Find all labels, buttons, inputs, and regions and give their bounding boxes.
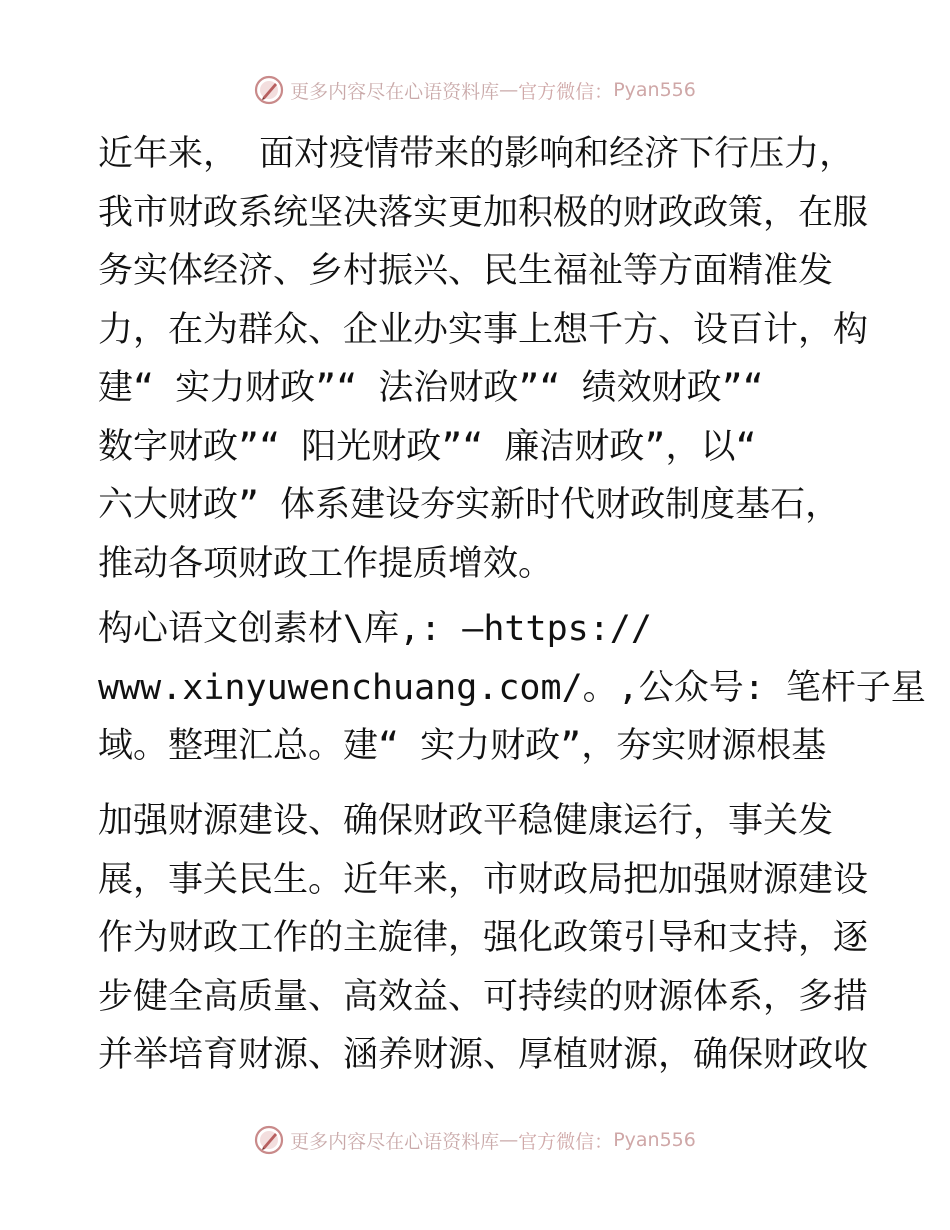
text-line: 展，事关民生。近年来，市财政局把加强财源建设: [98, 859, 869, 900]
paragraph-intro: [98, 125, 868, 593]
text-line: 六大财政” 体系建设夯实新时代财政制度基石，: [98, 485, 841, 525]
banner-wechat-id: Pyan556: [613, 1129, 696, 1151]
text-line: 务实体经济、乡村振兴、民生福祉等方面精准发: [98, 251, 834, 291]
banner-separator: —: [499, 79, 519, 101]
text-line: 并举培育财源、涵养财源、厚植财源，确保财政收: [98, 1035, 869, 1075]
text-line: 域。整理汇总。建“ 实力财政”，夯实财源根基: [98, 726, 827, 766]
banner-separator: —: [499, 1129, 519, 1151]
banner-text-main: 更多内容尽在心语资料库: [290, 1130, 500, 1153]
paragraph-revenue-building: [98, 792, 868, 1085]
banner-wechat-label: 官方微信：: [518, 1130, 614, 1153]
text-line: 我市财政系统坚决落实更加积极的财政政策，在服: [98, 192, 869, 233]
paragraph-source-note: [98, 600, 926, 776]
banner-wechat-id: Pyan556: [613, 79, 696, 101]
text-line: 推动各项财政工作提质增效。: [98, 543, 554, 584]
text-line: www.xinyuwenchuang.com/。,公众号: 笔杆子星: [98, 667, 926, 708]
header-watermark-banner: [0, 73, 950, 107]
footer-watermark-banner: [0, 1123, 950, 1157]
text-line: 力，在为群众、企业办实事上想千方、设百计，构: [98, 309, 869, 350]
banner-text-main: 更多内容尽在心语资料库: [290, 80, 500, 103]
text-line: 近年来， 面对疫情带来的影响和经济下行压力，: [98, 134, 855, 174]
text-line: 数字财政”“ 阳光财政”“ 廉洁财政”，以“: [98, 426, 757, 467]
text-line: 构心语文创素材\库,: —https://: [98, 609, 652, 649]
text-line: 作为财政工作的主旋律，强化政策引导和支持，逐: [98, 918, 869, 958]
text-line: 建“ 实力财政”“ 法治财政”“ 绩效财政”“: [98, 368, 764, 408]
banner-wechat-label: 官方微信：: [518, 80, 614, 103]
quill-pen-logo-icon: [254, 75, 284, 105]
text-line: 步健全高质量、高效益、可持续的财源体系，多措: [98, 976, 869, 1017]
quill-pen-logo-icon: [254, 1125, 284, 1155]
text-line: 加强财源建设、确保财政平稳健康运行，事关发: [98, 801, 834, 841]
